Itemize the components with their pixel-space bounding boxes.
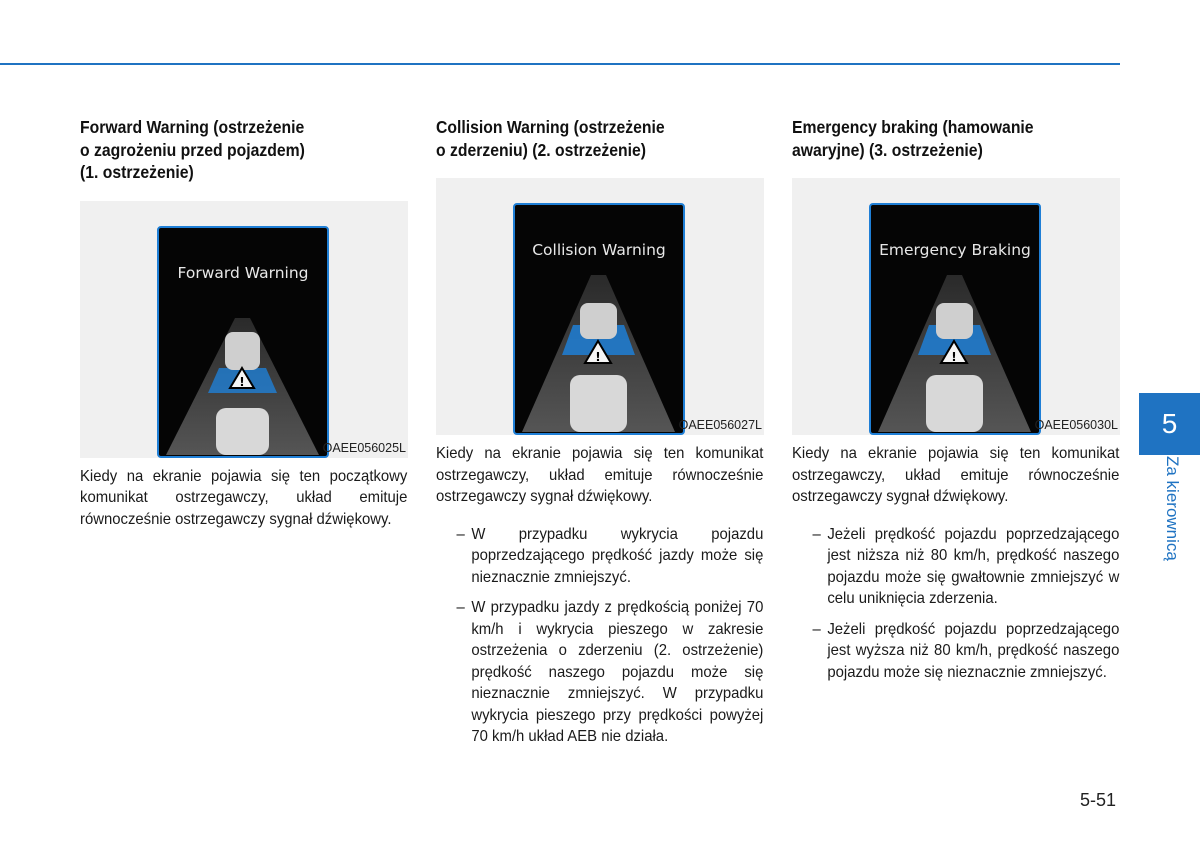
svg-text:!: ! — [239, 374, 245, 389]
bullet-text: Jeżeli prędkość pojazdu poprzedzającego jest niższa niż 80 km/h, prędkość naszego pojazdu może się gwałtownie zmniejszyć w celu uniknięcia zderzenia. — [827, 525, 1120, 607]
own-car — [216, 408, 269, 455]
road-illustration — [515, 205, 682, 432]
lead-car — [225, 332, 260, 370]
road-illustration — [871, 205, 1038, 432]
chapter-label: Za kierownicą — [1163, 456, 1182, 561]
screen-title: Emergency Braking — [879, 241, 1031, 259]
bullet-text: W przypadku jazdy z prędkością poniżej 70 km/h i wykrycia pieszego w zakresie ostrzeżenia o zderzeniu (2. ostrzeżenie) prędkość naszego pojazdu może się nieznacznie zmniejszyć. W przypadku wykrycia pieszego przy prędkości powyżej 70 km/h układ AEB nie działa. — [471, 599, 764, 745]
bullet-text: Jeżeli prędkość pojazdu poprzedzającego jest wyższa niż 80 km/h, prędkość naszego pojazdu może się nieznacznie zmniejszyć. — [827, 620, 1120, 681]
bullet-dash: – — [812, 525, 821, 543]
list-item — [436, 597, 763, 748]
figure-code: OAEE056025L — [322, 440, 406, 455]
heading-line: Collision Warning (ostrzeżenie — [436, 117, 665, 137]
heading-line: awaryjne) (3. ostrzeżenie) — [792, 139, 983, 160]
heading-line: o zderzeniu) (2. ostrzeżenie) — [436, 139, 647, 160]
lead-car — [936, 303, 973, 339]
section-collision-warning — [436, 116, 764, 757]
top-rule — [0, 63, 1120, 65]
section-heading — [80, 116, 409, 184]
paragraph: Kiedy na ekranie pojawia się ten komunikat ostrzegawczy, układ emituje równocześnie ostrzegawczy sygnał dźwiękowy. — [792, 445, 1120, 505]
figure-forward-warning — [80, 201, 408, 458]
lead-car — [580, 303, 617, 339]
chapter-tab: 5 — [1139, 393, 1200, 455]
bullet-list — [792, 524, 1120, 684]
heading-line: (1. ostrzeżenie) — [80, 162, 194, 182]
own-car — [570, 375, 627, 432]
heading-line: o zagrożeniu przed pojazdem) — [80, 139, 305, 160]
paragraph: Kiedy na ekranie pojawia się ten komunikat ostrzegawczy, układ emituje równocześnie ostrzegawczy sygnał dźwiękowy. — [436, 445, 764, 505]
cluster-display — [869, 203, 1041, 435]
heading-line: Emergency braking (hamowanie — [792, 117, 1034, 137]
section-emergency-braking — [792, 116, 1120, 692]
figure-code: OAEE056030L — [1034, 418, 1118, 432]
bullet-list — [436, 524, 764, 748]
list-item — [436, 524, 763, 589]
list-item — [792, 619, 1119, 684]
own-car — [926, 375, 983, 432]
paragraph: Kiedy na ekranie pojawia się ten początkowy komunikat ostrzegawczy, układ emituje równocześnie ostrzegawczy sygnał dźwiękowy. — [80, 467, 408, 528]
heading-line: Forward Warning (ostrzeżenie — [80, 117, 305, 137]
section-heading — [792, 116, 1121, 161]
screen-title: Forward Warning — [177, 263, 309, 282]
bullet-text: W przypadku wykrycia pojazdu poprzedzającego prędkość jazdy może się nieznacznie zmniejszyć. — [471, 525, 764, 586]
list-item — [792, 524, 1119, 610]
svg-text:!: ! — [595, 350, 601, 364]
svg-text:!: ! — [951, 350, 957, 364]
bullet-dash: – — [456, 525, 465, 543]
bullet-dash: – — [456, 599, 465, 616]
section-forward-warning — [80, 116, 408, 546]
figure-collision-warning — [436, 178, 764, 435]
figure-code: OAEE056027L — [678, 418, 762, 432]
cluster-display — [513, 203, 685, 435]
page-number: 5-51 — [1080, 790, 1117, 810]
road-illustration — [159, 228, 326, 455]
cluster-display — [157, 226, 329, 458]
bullet-dash: – — [812, 620, 821, 638]
screen-title: Collision Warning — [532, 241, 666, 259]
section-heading — [436, 116, 765, 161]
figure-emergency-braking — [792, 178, 1120, 435]
